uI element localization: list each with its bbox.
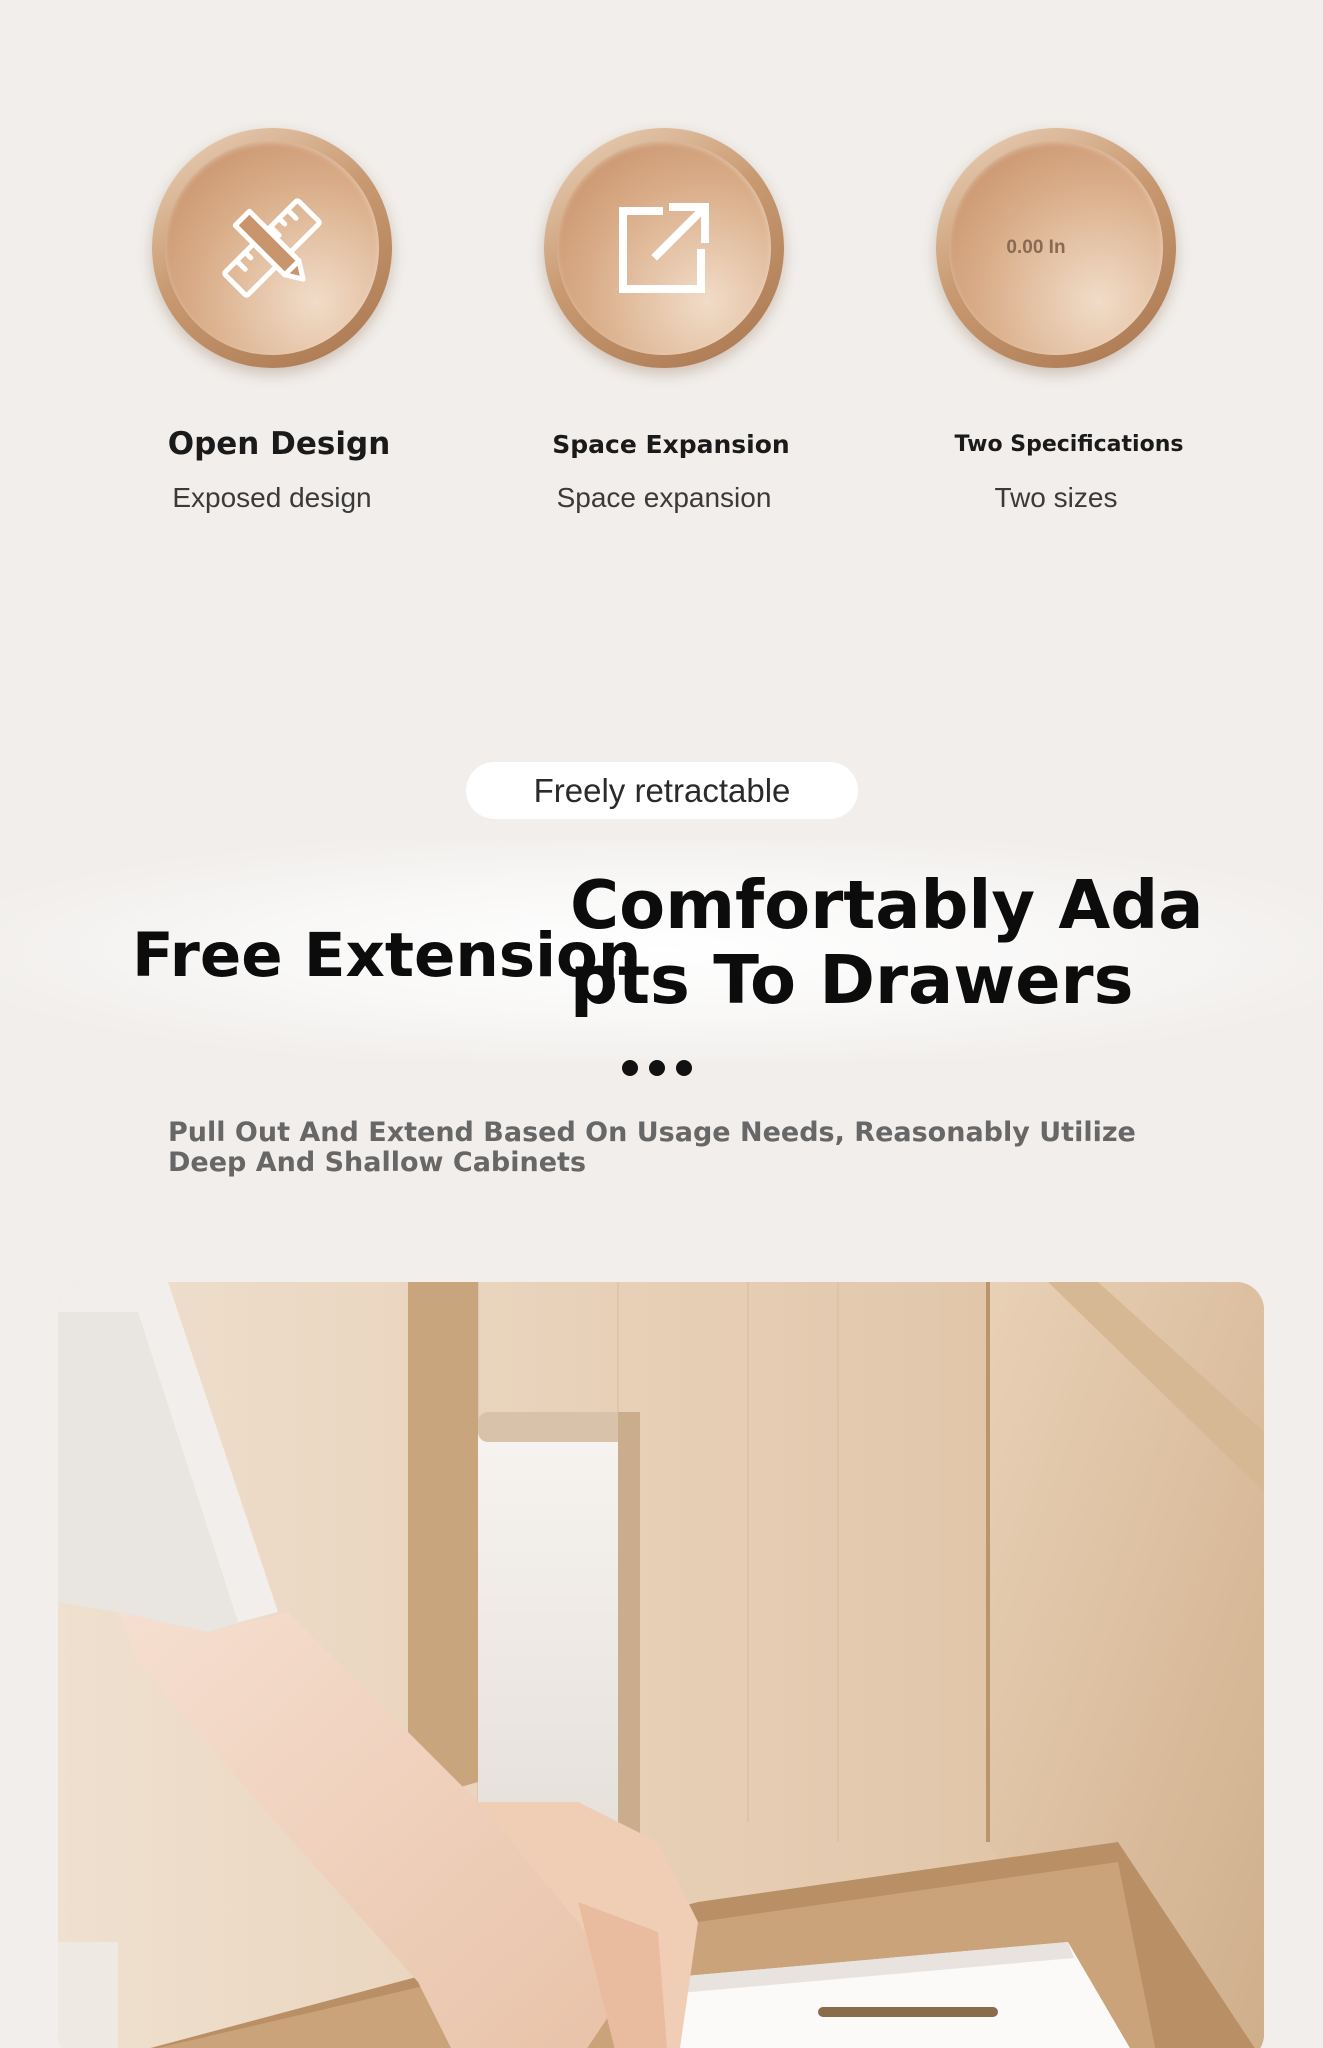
feature-title: Two Specifications xyxy=(954,431,1184,457)
ruler-pencil-icon xyxy=(212,188,332,308)
feature-subtitle: Exposed design xyxy=(172,482,372,513)
measurement-value: 0.00 In xyxy=(1006,237,1066,258)
expand-arrow-icon xyxy=(609,193,719,303)
feature-badge xyxy=(152,128,392,368)
headline-right: Comfortably Adapts To Drawers xyxy=(570,866,1204,1019)
dot xyxy=(676,1060,692,1076)
feature-space-expansion xyxy=(514,128,814,514)
feature-subtitle: Two sizes xyxy=(994,482,1118,513)
dot xyxy=(649,1060,665,1076)
feature-badge xyxy=(544,128,784,368)
description-text: Pull Out And Extend Based On Usage Needs, Reasonably Utilize Deep And Shallow Cabinets xyxy=(168,1117,1136,1178)
headline-left: Free Extension xyxy=(132,920,642,991)
dots-divider xyxy=(622,1060,692,1076)
feature-open-design xyxy=(122,128,422,514)
freely-retractable-pill: Freely retractable xyxy=(466,762,858,819)
feature-subtitle: Space expansion xyxy=(556,482,772,513)
feature-two-specifications xyxy=(906,128,1206,514)
feature-title: Space Expansion xyxy=(552,429,790,459)
feature-title: Open Design xyxy=(167,426,391,462)
dot xyxy=(622,1060,638,1076)
feature-badge xyxy=(936,128,1176,368)
product-photo xyxy=(58,1282,1264,2048)
